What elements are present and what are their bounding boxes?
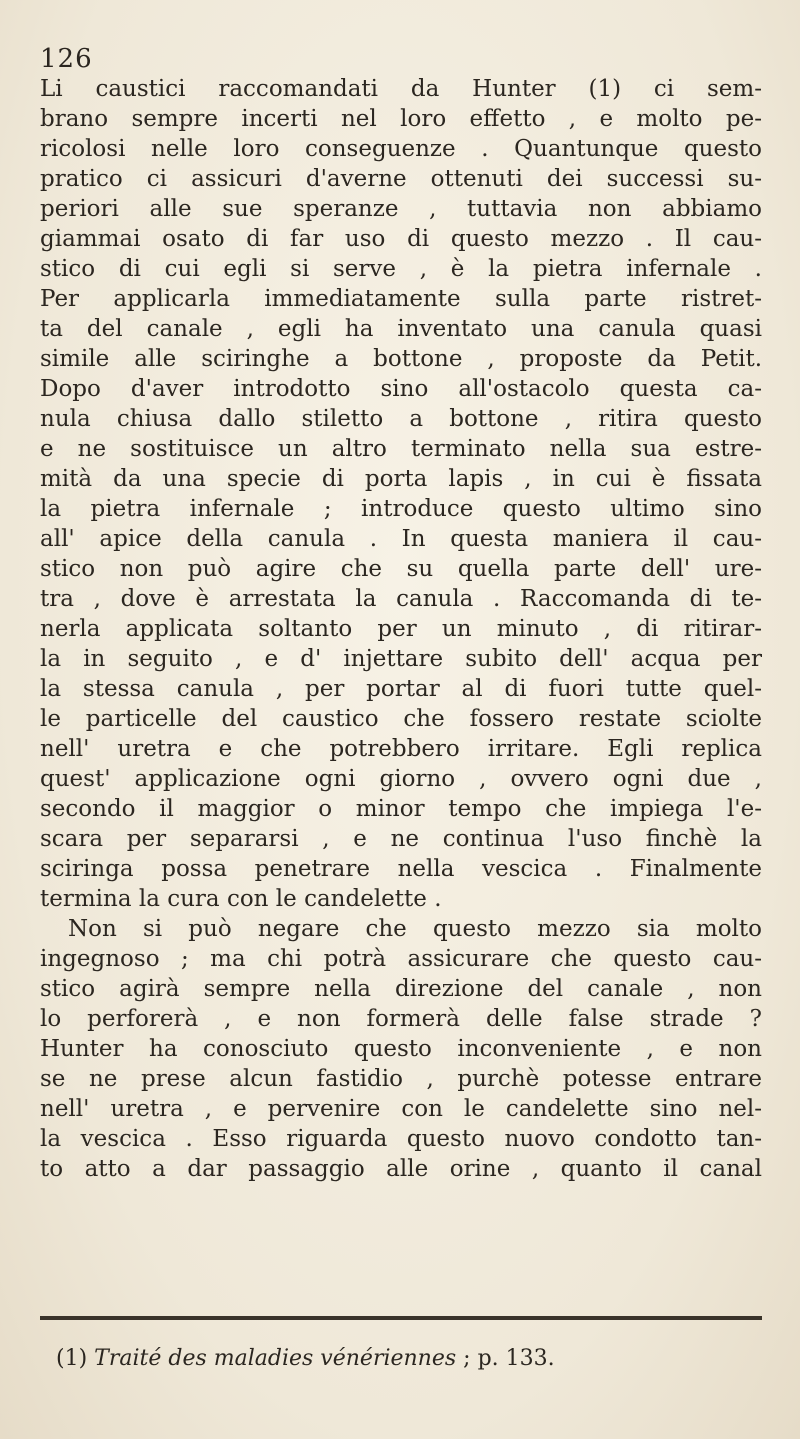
text-line: stico agirà sempre nella direzione del canale , non — [40, 976, 762, 1002]
text-line: nula chiusa dallo stiletto a bottone , ritira questo — [40, 406, 762, 432]
text-line: e ne sostituisce un altro terminato nella sua estre- — [40, 436, 762, 462]
page-number: 126 — [40, 44, 93, 74]
footnote — [56, 1346, 756, 1371]
text-line: la vescica . Esso riguarda questo nuovo condotto tan- — [40, 1126, 762, 1152]
text-line: le particelle del caustico che fossero restate sciolte — [40, 706, 762, 732]
text-line: ta del canale , egli ha inventato una canula quasi — [40, 316, 762, 342]
text-line: nell' uretra , e pervenire con le candelette sino nel- — [40, 1096, 762, 1122]
text-line: simile alle sciringhe a bottone , proposte da Petit. — [40, 346, 762, 372]
text-line: scara per separarsi , e ne continua l'uso finchè la — [40, 826, 762, 852]
text-line: to atto a dar passaggio alle orine , quanto il canal — [40, 1156, 762, 1182]
text-line: stico di cui egli si serve , è la pietra infernale . — [40, 256, 762, 282]
text-line: ingegnoso ; ma chi potrà assicurare che questo cau- — [40, 946, 762, 972]
text-line: Non si può negare che questo mezzo sia molto — [68, 916, 762, 942]
text-line: stico non può agire che su quella parte dell' ure- — [40, 556, 762, 582]
text-line: giammai osato di far uso di questo mezzo . Il cau- — [40, 226, 762, 252]
text-line: se ne prese alcun fastidio , purchè potesse entrare — [40, 1066, 762, 1092]
footnote-marker: (1) — [56, 1346, 88, 1371]
text-line: la pietra infernale ; introduce questo ultimo sino — [40, 496, 762, 522]
text-line: la stessa canula , per portar al di fuori tutte quel- — [40, 676, 762, 702]
text-line: termina la cura con le candelette . — [40, 886, 442, 912]
text-line: quest' applicazione ogni giorno , ovvero ogni due , — [40, 766, 762, 792]
text-line: ricolosi nelle loro conseguenze . Quantunque questo — [40, 136, 762, 162]
text-line: periori alle sue speranze , tuttavia non abbiamo — [40, 196, 762, 222]
text-line: la in seguito , e d' injettare subito dell' acqua per — [40, 646, 762, 672]
text-line: Li caustici raccomandati da Hunter (1) ci sem- — [40, 76, 762, 102]
text-line: pratico ci assicuri d'averne ottenuti dei successi su- — [40, 166, 762, 192]
text-line: Dopo d'aver introdotto sino all'ostacolo questa ca- — [40, 376, 762, 402]
text-line: secondo il maggior o minor tempo che impiega l'e- — [40, 796, 762, 822]
text-line: all' apice della canula . In questa maniera il cau- — [40, 526, 762, 552]
text-line: lo perforerà , e non formerà delle false strade ? — [40, 1006, 762, 1032]
text-line: brano sempre incerti nel loro effetto , e molto pe- — [40, 106, 762, 132]
text-line: mità da una specie di porta lapis , in cui è fissata — [40, 466, 762, 492]
text-line: tra , dove è arrestata la canula . Raccomanda di te- — [40, 586, 762, 612]
text-line: Hunter ha conosciuto questo inconveniente , e non — [40, 1036, 762, 1062]
text-line: sciringa possa penetrare nella vescica . Finalmente — [40, 856, 762, 882]
body-text — [40, 74, 762, 1184]
footnote-title: Traité des maladies vénériennes — [94, 1346, 457, 1371]
text-line: nell' uretra e che potrebbero irritare. Egli replica — [40, 736, 762, 762]
text-line: Per applicarla immediatamente sulla parte ristret- — [40, 286, 762, 312]
text-line: nerla applicata soltanto per un minuto , di ritirar- — [40, 616, 762, 642]
footnote-page-ref: ; p. 133. — [463, 1346, 555, 1371]
footnote-divider — [40, 1316, 762, 1320]
